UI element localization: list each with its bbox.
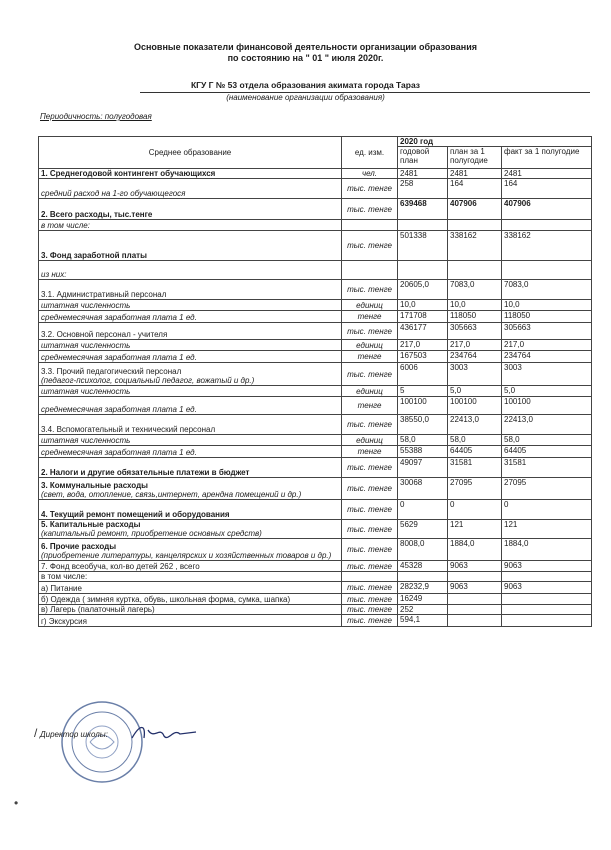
- row-value-b: [448, 220, 502, 231]
- row-value-c: 217,0: [502, 340, 592, 351]
- table-row: [39, 179, 592, 199]
- row-value-b: 9063: [448, 582, 502, 594]
- row-label-main: среднемесячная заработная плата 1 ед.: [41, 353, 197, 362]
- row-unit: единиц: [342, 435, 398, 446]
- row-label: [39, 458, 342, 478]
- table-row: [39, 169, 592, 179]
- table-row: [39, 446, 592, 458]
- row-label-main: из них:: [41, 270, 67, 279]
- row-label: [39, 300, 342, 311]
- row-label-main: средний расход на 1-го обучающегося: [41, 189, 186, 198]
- row-value-c: 2481: [502, 169, 592, 179]
- row-label-main: штатная численность: [41, 301, 131, 310]
- row-unit: тенге: [342, 446, 398, 458]
- row-label-main: г) Экскурсия: [41, 617, 87, 626]
- periodicity: Периодичность: полугодовая: [40, 112, 152, 121]
- row-value-b: 10,0: [448, 300, 502, 311]
- row-value-b: 100100: [448, 397, 502, 415]
- row-value-a: 5629: [398, 520, 448, 539]
- row-label-main: среднемесячная заработная плата 1 ед.: [41, 405, 197, 414]
- table-row: [39, 220, 592, 231]
- row-value-b: 64405: [448, 446, 502, 458]
- table-row: [39, 397, 592, 415]
- row-label: [39, 478, 342, 500]
- row-unit: тыс. тенге: [342, 539, 398, 561]
- row-value-b: 7083,0: [448, 280, 502, 300]
- header-unit: ед. изм.: [342, 137, 398, 169]
- row-label-main: штатная численность: [41, 387, 131, 396]
- row-label-main: 2. Всего расходы, тыс.тенге: [41, 210, 153, 219]
- row-label-main: 3.3. Прочий педагогический персонал: [41, 367, 182, 376]
- table-row: [39, 582, 592, 594]
- row-label: [39, 199, 342, 220]
- row-value-c: [502, 605, 592, 615]
- table-row: [39, 311, 592, 323]
- row-unit: [342, 220, 398, 231]
- table-row: [39, 458, 592, 478]
- row-label-main: а) Питание: [41, 584, 82, 593]
- row-label-main: 3.1. Административный персонал: [41, 290, 167, 299]
- table-row: [39, 231, 592, 261]
- row-value-a: 10,0: [398, 300, 448, 311]
- table-row: [39, 500, 592, 520]
- row-label: [39, 169, 342, 179]
- signature-icon: [130, 722, 200, 744]
- row-label-note: (свет, вода, отопление, связь,интернет, арендна помещений и др.): [41, 490, 302, 499]
- row-value-c: 7083,0: [502, 280, 592, 300]
- row-value-a: 252: [398, 605, 448, 615]
- header-half-fact: факт за 1 полугодие: [502, 147, 592, 169]
- row-unit: тыс. тенге: [342, 458, 398, 478]
- row-value-c: 3003: [502, 363, 592, 386]
- table-row: [39, 300, 592, 311]
- row-value-b: 31581: [448, 458, 502, 478]
- table-row: [39, 363, 592, 386]
- row-value-c: 10,0: [502, 300, 592, 311]
- row-value-c: 121: [502, 520, 592, 539]
- row-value-a: 28232,9: [398, 582, 448, 594]
- row-label-main: среднемесячная заработная плата 1 ед.: [41, 313, 197, 322]
- row-value-c: 0: [502, 500, 592, 520]
- row-value-a: 58,0: [398, 435, 448, 446]
- row-value-c: [502, 615, 592, 627]
- row-unit: чел.: [342, 169, 398, 179]
- table-row: [39, 386, 592, 397]
- row-value-a: 38550,0: [398, 415, 448, 435]
- row-value-a: 171708: [398, 311, 448, 323]
- row-label-main: 3.4. Вспомогательный и технический персонал: [41, 425, 216, 434]
- row-label: [39, 415, 342, 435]
- table-row: [39, 351, 592, 363]
- row-value-c: 5,0: [502, 386, 592, 397]
- row-label-main: 2. Налоги и другие обязательные платежи в бюджет: [41, 468, 250, 477]
- row-label: [39, 363, 342, 386]
- row-unit: тыс. тенге: [342, 363, 398, 386]
- row-label: [39, 397, 342, 415]
- row-label-main: среднемесячная заработная плата 1 ед.: [41, 448, 197, 457]
- row-value-b: [448, 594, 502, 605]
- row-label-main: 3. Фонд заработной платы: [41, 251, 147, 260]
- row-label-note: (педагог-психолог, социальный педагог, вожатый и др.): [41, 376, 255, 385]
- row-label-main: 5. Капитальные расходы: [41, 520, 141, 529]
- table-row: [39, 435, 592, 446]
- table-row: [39, 323, 592, 340]
- row-value-a: 639468: [398, 199, 448, 220]
- table-row: [39, 199, 592, 220]
- row-unit: тыс. тенге: [342, 594, 398, 605]
- row-label: [39, 615, 342, 627]
- margin-mark-icon: •: [14, 796, 19, 810]
- row-value-c: [502, 572, 592, 582]
- row-unit: [342, 572, 398, 582]
- row-value-a: 258: [398, 179, 448, 199]
- row-value-c: [502, 261, 592, 280]
- row-value-b: 5,0: [448, 386, 502, 397]
- row-unit: тыс. тенге: [342, 415, 398, 435]
- row-label: [39, 280, 342, 300]
- row-label: [39, 539, 342, 561]
- row-label: [39, 605, 342, 615]
- table-row: [39, 539, 592, 561]
- header-name: Среднее образование: [39, 137, 342, 169]
- row-value-b: [448, 605, 502, 615]
- row-value-b: 338162: [448, 231, 502, 261]
- row-value-a: 436177: [398, 323, 448, 340]
- report-title-line1: Основные показатели финансовой деятельности организации образования: [133, 42, 478, 52]
- row-value-c: 100100: [502, 397, 592, 415]
- row-value-b: 0: [448, 500, 502, 520]
- row-value-b: 234764: [448, 351, 502, 363]
- table-row: [39, 615, 592, 627]
- row-label: [39, 561, 342, 572]
- row-value-a: 8008,0: [398, 539, 448, 561]
- row-unit: тыс. тенге: [342, 231, 398, 261]
- row-unit: тыс. тенге: [342, 500, 398, 520]
- row-value-c: [502, 594, 592, 605]
- row-unit: тыс. тенге: [342, 199, 398, 220]
- row-value-b: 2481: [448, 169, 502, 179]
- row-value-a: 594,1: [398, 615, 448, 627]
- row-label: [39, 582, 342, 594]
- row-label-note: (приобретение литературы, канцелярских и хозяйственных товаров и др.): [41, 551, 332, 560]
- row-label-note: (капитальный ремонт, приобретение основных средств): [41, 529, 262, 538]
- row-value-a: 45328: [398, 561, 448, 572]
- header-half-plan: план за 1 полугодие: [448, 147, 502, 169]
- header-annual: годовой план: [398, 147, 448, 169]
- row-value-a: 100100: [398, 397, 448, 415]
- row-value-a: 49097: [398, 458, 448, 478]
- row-value-b: 164: [448, 179, 502, 199]
- row-value-c: 234764: [502, 351, 592, 363]
- table-row: [39, 605, 592, 615]
- row-value-c: 164: [502, 179, 592, 199]
- row-value-b: 118050: [448, 311, 502, 323]
- row-value-a: [398, 220, 448, 231]
- row-value-c: 9063: [502, 561, 592, 572]
- table-row: [39, 280, 592, 300]
- row-label: [39, 572, 342, 582]
- table-row: [39, 572, 592, 582]
- row-unit: тыс. тенге: [342, 605, 398, 615]
- table-row: [39, 520, 592, 539]
- row-value-a: 167503: [398, 351, 448, 363]
- row-label-main: 4. Текущий ремонт помещений и оборудования: [41, 510, 230, 519]
- row-label: [39, 311, 342, 323]
- row-label-main: 1. Среднегодовой контингент обучающихся: [41, 169, 216, 178]
- row-label: [39, 323, 342, 340]
- row-value-b: 121: [448, 520, 502, 539]
- header-year: 2020 год: [398, 137, 592, 147]
- row-unit: тыс. тенге: [342, 323, 398, 340]
- row-label-main: 3. Коммунальные расходы: [41, 481, 148, 490]
- row-value-b: 1884,0: [448, 539, 502, 561]
- row-label-main: 7. Фонд всеобуча, кол-во детей 262 , всего: [41, 562, 200, 571]
- row-label: [39, 351, 342, 363]
- row-label-main: 6. Прочие расходы: [41, 542, 117, 551]
- row-unit: тыс. тенге: [342, 179, 398, 199]
- row-label-main: в том числе:: [41, 572, 88, 581]
- table-row: [39, 561, 592, 572]
- row-label-main: штатная численность: [41, 341, 131, 350]
- row-label: [39, 179, 342, 199]
- row-value-b: [448, 572, 502, 582]
- financial-table: [38, 136, 592, 627]
- row-value-a: 55388: [398, 446, 448, 458]
- mark-slash: /: [34, 726, 38, 740]
- row-unit: тыс. тенге: [342, 561, 398, 572]
- row-value-c: [502, 220, 592, 231]
- row-label: [39, 594, 342, 605]
- row-label: [39, 261, 342, 280]
- row-value-c: 58,0: [502, 435, 592, 446]
- row-unit: тенге: [342, 311, 398, 323]
- row-value-b: [448, 261, 502, 280]
- row-value-b: 22413,0: [448, 415, 502, 435]
- row-label: [39, 220, 342, 231]
- row-value-a: 30068: [398, 478, 448, 500]
- row-value-b: 305663: [448, 323, 502, 340]
- table-row: [39, 261, 592, 280]
- row-unit: тыс. тенге: [342, 280, 398, 300]
- row-label: [39, 386, 342, 397]
- row-value-c: 305663: [502, 323, 592, 340]
- row-unit: тыс. тенге: [342, 582, 398, 594]
- row-value-a: [398, 572, 448, 582]
- row-unit: единиц: [342, 340, 398, 351]
- table-row: [39, 594, 592, 605]
- row-value-c: 118050: [502, 311, 592, 323]
- row-label: [39, 500, 342, 520]
- organization-note: (наименование организации образования): [226, 93, 385, 102]
- organization-name: КГУ Г № 53 отдела образования акимата города Тараз: [190, 80, 421, 90]
- table-row: [39, 415, 592, 435]
- row-value-b: 58,0: [448, 435, 502, 446]
- row-value-c: 338162: [502, 231, 592, 261]
- row-label: [39, 340, 342, 351]
- row-label-main: в) Лагерь (палаточный лагерь): [41, 605, 155, 614]
- row-unit: тыс. тенге: [342, 478, 398, 500]
- row-unit: тыс. тенге: [342, 615, 398, 627]
- row-label-main: б) Одежда ( зимняя куртка, обувь, школьная форма, сумка, шапка): [41, 595, 291, 604]
- row-unit: тенге: [342, 397, 398, 415]
- row-label: [39, 520, 342, 539]
- row-label: [39, 435, 342, 446]
- row-unit: единиц: [342, 300, 398, 311]
- row-unit: единиц: [342, 386, 398, 397]
- row-unit: [342, 261, 398, 280]
- row-value-b: 27095: [448, 478, 502, 500]
- row-label-main: 3.2. Основной персонал - учителя: [41, 330, 168, 339]
- row-value-b: [448, 615, 502, 627]
- row-value-c: 407906: [502, 199, 592, 220]
- row-value-b: 9063: [448, 561, 502, 572]
- row-value-a: 0: [398, 500, 448, 520]
- row-value-c: 27095: [502, 478, 592, 500]
- row-value-b: 3003: [448, 363, 502, 386]
- report-title-line2: по состоянию на " 01 " июля 2020г.: [227, 53, 384, 63]
- row-value-b: 217,0: [448, 340, 502, 351]
- row-unit: тенге: [342, 351, 398, 363]
- row-label: [39, 231, 342, 261]
- row-value-a: 501338: [398, 231, 448, 261]
- row-value-c: 22413,0: [502, 415, 592, 435]
- row-value-a: 217,0: [398, 340, 448, 351]
- table-row: [39, 478, 592, 500]
- row-value-a: 16249: [398, 594, 448, 605]
- row-value-a: 20605,0: [398, 280, 448, 300]
- row-value-c: 31581: [502, 458, 592, 478]
- row-label-main: в том числе:: [41, 221, 90, 230]
- row-value-c: 1884,0: [502, 539, 592, 561]
- row-value-a: 5: [398, 386, 448, 397]
- row-label: [39, 446, 342, 458]
- row-value-c: 9063: [502, 582, 592, 594]
- row-unit: тыс. тенге: [342, 520, 398, 539]
- row-value-c: 64405: [502, 446, 592, 458]
- table-row: [39, 340, 592, 351]
- row-value-a: [398, 261, 448, 280]
- row-value-b: 407906: [448, 199, 502, 220]
- row-label-main: штатная численность: [41, 436, 131, 445]
- row-value-a: 6006: [398, 363, 448, 386]
- row-value-a: 2481: [398, 169, 448, 179]
- director-label: Директор школы:: [40, 730, 108, 739]
